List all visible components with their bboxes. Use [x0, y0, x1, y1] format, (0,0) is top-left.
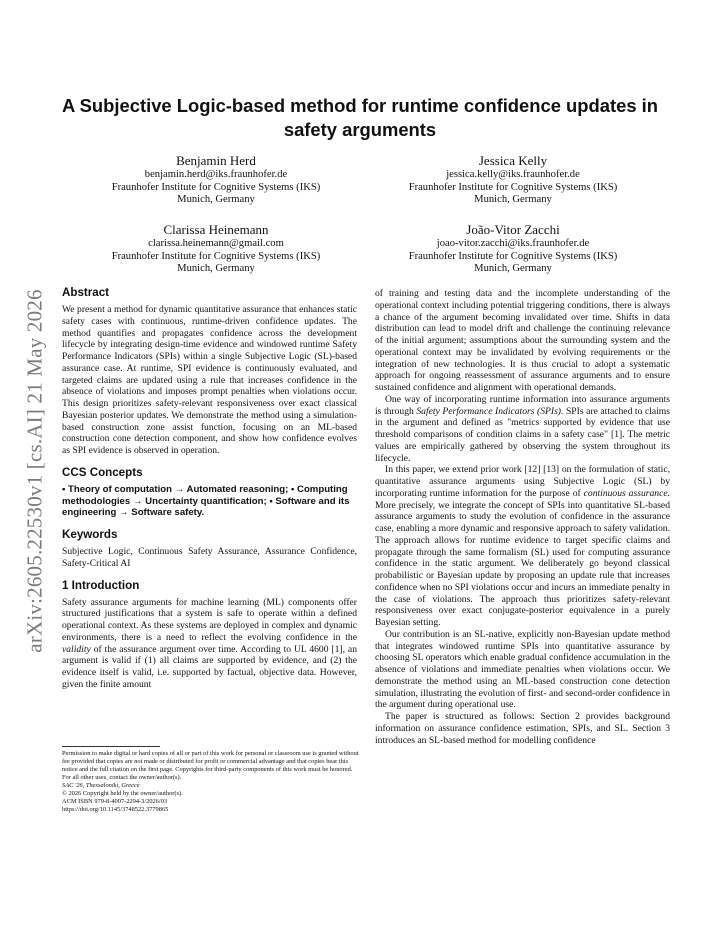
permission-notice: Permission to make digital or hard copies of all or part of this work for personal or classroom use is granted without fee provided that copies are not made or distributed for profit or commercial advantage and that copies bear this notice and the full citation on the first page. Copyrights for third-party components of this work must be honored. For all other uses, contact the owner/author(s). — [62, 750, 359, 781]
body-paragraph: The paper is structured as follows: Section 2 provides background information on assurance confidence estimation, SPIs, and SL. Section 3 introduces an SL-based method for modelling confidence — [375, 711, 670, 746]
author-name: Jessica Kelly — [478, 153, 548, 168]
author-name: Benjamin Herd — [176, 153, 256, 168]
conference-venue: SAC '26, Thessaloniki, Greece — [62, 782, 140, 789]
ccs-heading: CCS Concepts — [62, 465, 143, 479]
arxiv-identifier-stamp — [22, 262, 48, 680]
author-email: jessica.kelly@iks.fraunhofer.de — [446, 169, 580, 180]
author-location: Munich, Germany — [474, 194, 552, 206]
author-block-4 — [363, 221, 663, 276]
isbn-line: ACM ISBN 979-8-4007-2294-3/2026/03 — [62, 798, 168, 805]
body-paragraph: In this paper, we extend prior work [12] [13] on the formulation of static, quantitative assurance arguments using Subjective Logic (SL) by incorporating runtime information for the purpose of continuous assurance. More precisely, we integrate the concept of SPIs into quantitative SL-based assurance arguments to study the evolution of confidence in the assurance case, enabling a more dynamic and responsive approach to safety validation. The approach allows for runtime evidence to target specific claims and propagate through the same formalism (SL) used for computing assurance confidence in the static argument. We deliberately go beyond classical probabilistic or Bayesian update by proposing an update rule that increases confidence when no SPI violations occur and incurs an immediate penalty in the case of violations. The approach thus prioritizes safety-relevant responsiveness over exact conjugate-posterior equivalence in a purely Bayesian setting. — [375, 464, 670, 628]
author-name: Clarissa Heinemann — [163, 222, 269, 237]
arxiv-identifier-text: arXiv:2605.22530v1 [cs.AI] 21 May 2026 — [22, 289, 47, 653]
author-email: benjamin.herd@iks.fraunhofer.de — [144, 169, 288, 180]
doi-link[interactable]: https://doi.org/10.1145/3748522.3779865 — [62, 806, 169, 813]
author-location: Munich, Germany — [474, 263, 552, 275]
author-affiliation: Fraunhofer Institute for Cognitive Systems (IKS) — [111, 181, 321, 193]
copyright-footnote — [62, 746, 362, 814]
right-column — [375, 288, 670, 746]
copyright-line: © 2026 Copyright held by the owner/author(s). — [62, 790, 183, 797]
body-paragraph: One way of incorporating runtime information into assurance arguments is through Safety Performance Indicators (SPIs). SPIs are attached to claims in the argument and defined as "metrics supported by evidence that use threshold comparisons of condition claims in a safety case" [1]. The metric values are empirically gathered by observing the system throughout its lifecycle. — [375, 393, 670, 464]
author-affiliation: Fraunhofer Institute for Cognitive Systems (IKS) — [111, 250, 321, 262]
author-block-1 — [66, 152, 366, 207]
intro-paragraph: Safety assurance arguments for machine learning (ML) components offer structured justifications that a system is safe to operate within a defined operational context. As these systems are deployed in complex and dynamic environments, there is a need to reflect the evolving confidence in the validity of the assurance argument over time. According to UL 4600 [1], an argument is valid if (1) all claims are supported by evidence, and (2) the evidence itself is valid, i.e. supported by factual, objective data. However, given the finite amount — [62, 596, 357, 690]
ccs-concepts-text: • Theory of computation → Automated reasoning; • Computing methodologies → Uncertainty quantification; • Software and its engineering → Software safety. — [62, 483, 350, 519]
author-email: joao-vitor.zacchi@iks.fraunhofer.de — [436, 238, 590, 249]
abstract-text: We present a method for dynamic quantitative assurance that enhances static safety cases with continuous, runtime-driven confidence updates. The method quantifies and propagates confidence across the development lifecycle by integrating design-time evidence and windowed runtime Safety Performance Indicators (SPIs) within a single Subjective Logic (SL)-based assurance case. At runtime, SPI evidence is continuously evaluated, and targeted claims are updated using a rule that increases confidence in the absence of violations and imposes prompt penalties when violations occur. This design prioritizes safety-relevant responsiveness over exact classical Bayesian posterior updates. We demonstrate the method using a simulation-based construction zone assist function, focusing on an ML-based construction cone detection component, and show how confidence evolves as SPI evidence is observed in operation. — [62, 304, 357, 456]
author-affiliation: Fraunhofer Institute for Cognitive Systems (IKS) — [408, 250, 618, 262]
keywords-text: Subjective Logic, Continuous Safety Assurance, Assurance Confidence, Safety-Critical AI — [62, 546, 357, 569]
body-paragraph: Our contribution is an SL-native, explicitly non-Bayesian update method that integrates windowed runtime SPIs into quantitative assurance by choosing SL operators which enable gradual confidence accumulation in the absence of violations and immediate penalties when violations occur. We demonstrate the method using an ML-based construction cone detection simulation, illustrating the evolution of first- and second-order confidence in the argument during operational use. — [375, 628, 670, 711]
author-location: Munich, Germany — [177, 194, 255, 206]
author-block-3 — [66, 221, 366, 276]
author-name: João-Vitor Zacchi — [466, 222, 560, 237]
introduction-heading: 1 Introduction — [62, 578, 140, 592]
footnote-divider — [62, 746, 160, 747]
body-paragraph: of training and testing data and the incomplete understanding of the operational context including potential triggering conditions, there is always a chance of the argument becoming invalidated over time. Shifts in data distribution can lead to model drift and challenge the continuing relevance of the initial argument; assumptions about the surrounding system and the operational context may be invalidated by evolving requirements or the integration of new technologies. It is thus crucial to adopt a systematic approach for ongoing reassessment of assurance arguments and to ensure sustained confidence and alignment with operational demands. — [375, 288, 670, 393]
keywords-heading: Keywords — [62, 528, 118, 541]
author-block-2 — [363, 152, 663, 207]
author-location: Munich, Germany — [177, 263, 255, 275]
author-affiliation: Fraunhofer Institute for Cognitive Systems (IKS) — [408, 181, 618, 193]
author-email: clarissa.heinemann@gmail.com — [148, 238, 284, 249]
paper-title: A Subjective Logic-based method for runtime confidence updates in safety arguments — [61, 95, 659, 140]
left-column — [62, 286, 357, 691]
abstract-heading: Abstract — [62, 286, 110, 299]
